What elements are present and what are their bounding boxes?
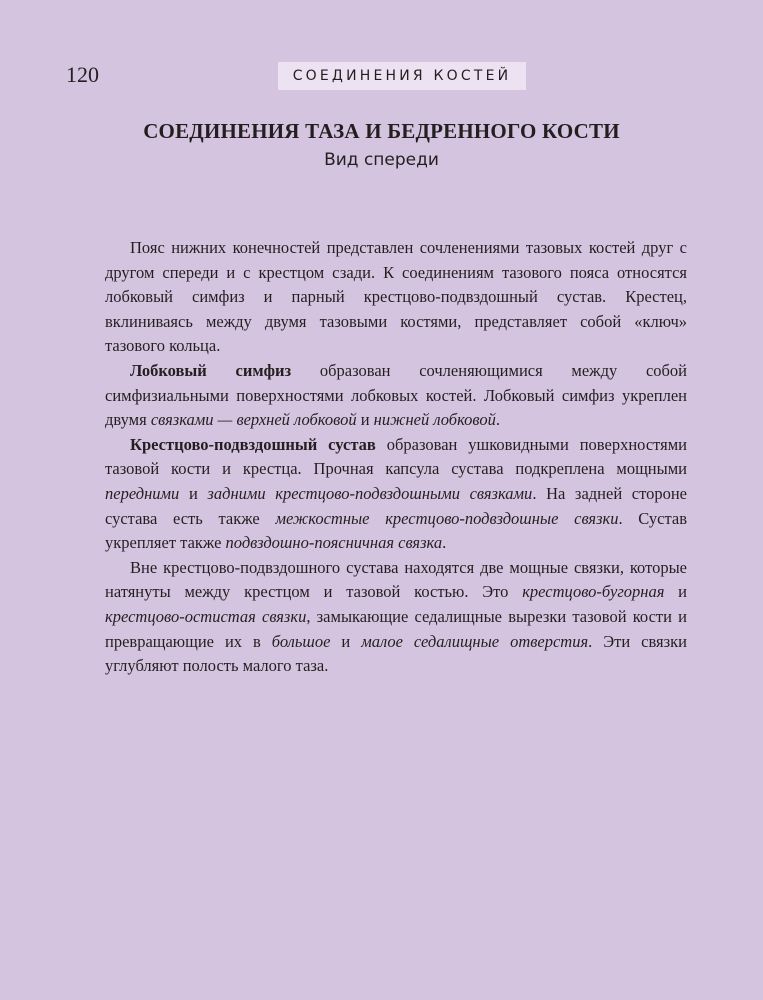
text-run: и	[179, 483, 208, 503]
text-run: , замыкающие седалищные вырезки тазовой кости и превращающие их в	[105, 606, 687, 651]
text-run: и	[356, 410, 374, 430]
page-subtitle: Вид спереди	[324, 150, 439, 170]
text-run: .	[442, 533, 447, 553]
italic-term: малое седалищные отверстия	[361, 631, 589, 651]
italic-term: крестцово-бугорная	[522, 582, 665, 602]
italic-term: передними	[105, 483, 180, 503]
italic-term: задними крестцово-подвздошными связками	[207, 483, 533, 503]
italic-term: большое	[271, 631, 331, 651]
text-run: и	[330, 631, 362, 651]
body-text	[105, 236, 687, 679]
text-run: . Эти связки углубляют полость малого таза.	[105, 631, 687, 676]
page-title: СОЕДИНЕНИЯ ТАЗА И БЕДРЕННОГО КОСТИ	[143, 119, 620, 143]
italic-term: крестцово-остистая связки	[105, 606, 307, 626]
paragraph-pubic-symphysis	[105, 359, 687, 433]
text-run: и	[664, 582, 687, 602]
text-run: Пояс нижних конечностей представлен сочленениями тазовых костей друг с другом спереди и с крестцом сзади. К соединениям тазового пояса относятся лобковый симфиз и парный крестцово-подвздошный сустав. Крестец, вклиниваясь между двумя тазовыми костями, представляет собой «ключ» тазового кольца.	[105, 238, 687, 356]
text-run: . На задней стороне сустава есть также	[105, 483, 687, 528]
text-run: образован сочленяющимися между собой симфизиальными поверхностями лобковых костей. Лобковый симфиз укреплен двумя	[105, 360, 688, 430]
text-run: образован ушковидными поверхностями тазовой кости и крестца. Прочная капсула сустава подкреплена мощными	[105, 434, 687, 479]
text-run: Вне крестцово-подвздошного сустава находятся две мощные связки, которые натянуты между крестцом и тазовой костью. Это	[105, 557, 687, 602]
bold-term: Лобковый симфиз	[130, 360, 292, 380]
italic-term: нижней лобковой	[373, 410, 496, 430]
italic-term: подвздошно-поясничная связка	[225, 533, 443, 553]
paragraph-extra-ligaments	[105, 556, 687, 679]
text-run: . Сустав укрепляет также	[105, 508, 687, 553]
running-head: СОЕДИНЕНИЯ КОСТЕЙ	[278, 62, 526, 90]
italic-term: связками — верхней лобковой	[150, 410, 357, 430]
paragraph-sacroiliac-joint	[105, 433, 687, 556]
text-run: .	[495, 410, 500, 430]
page-number: 120	[66, 62, 99, 87]
italic-term: межкостные крестцово-подвздошные связки	[275, 508, 619, 528]
bold-term: Крестцово-подвздошный сустав	[130, 434, 376, 454]
paragraph-intro	[105, 236, 687, 359]
